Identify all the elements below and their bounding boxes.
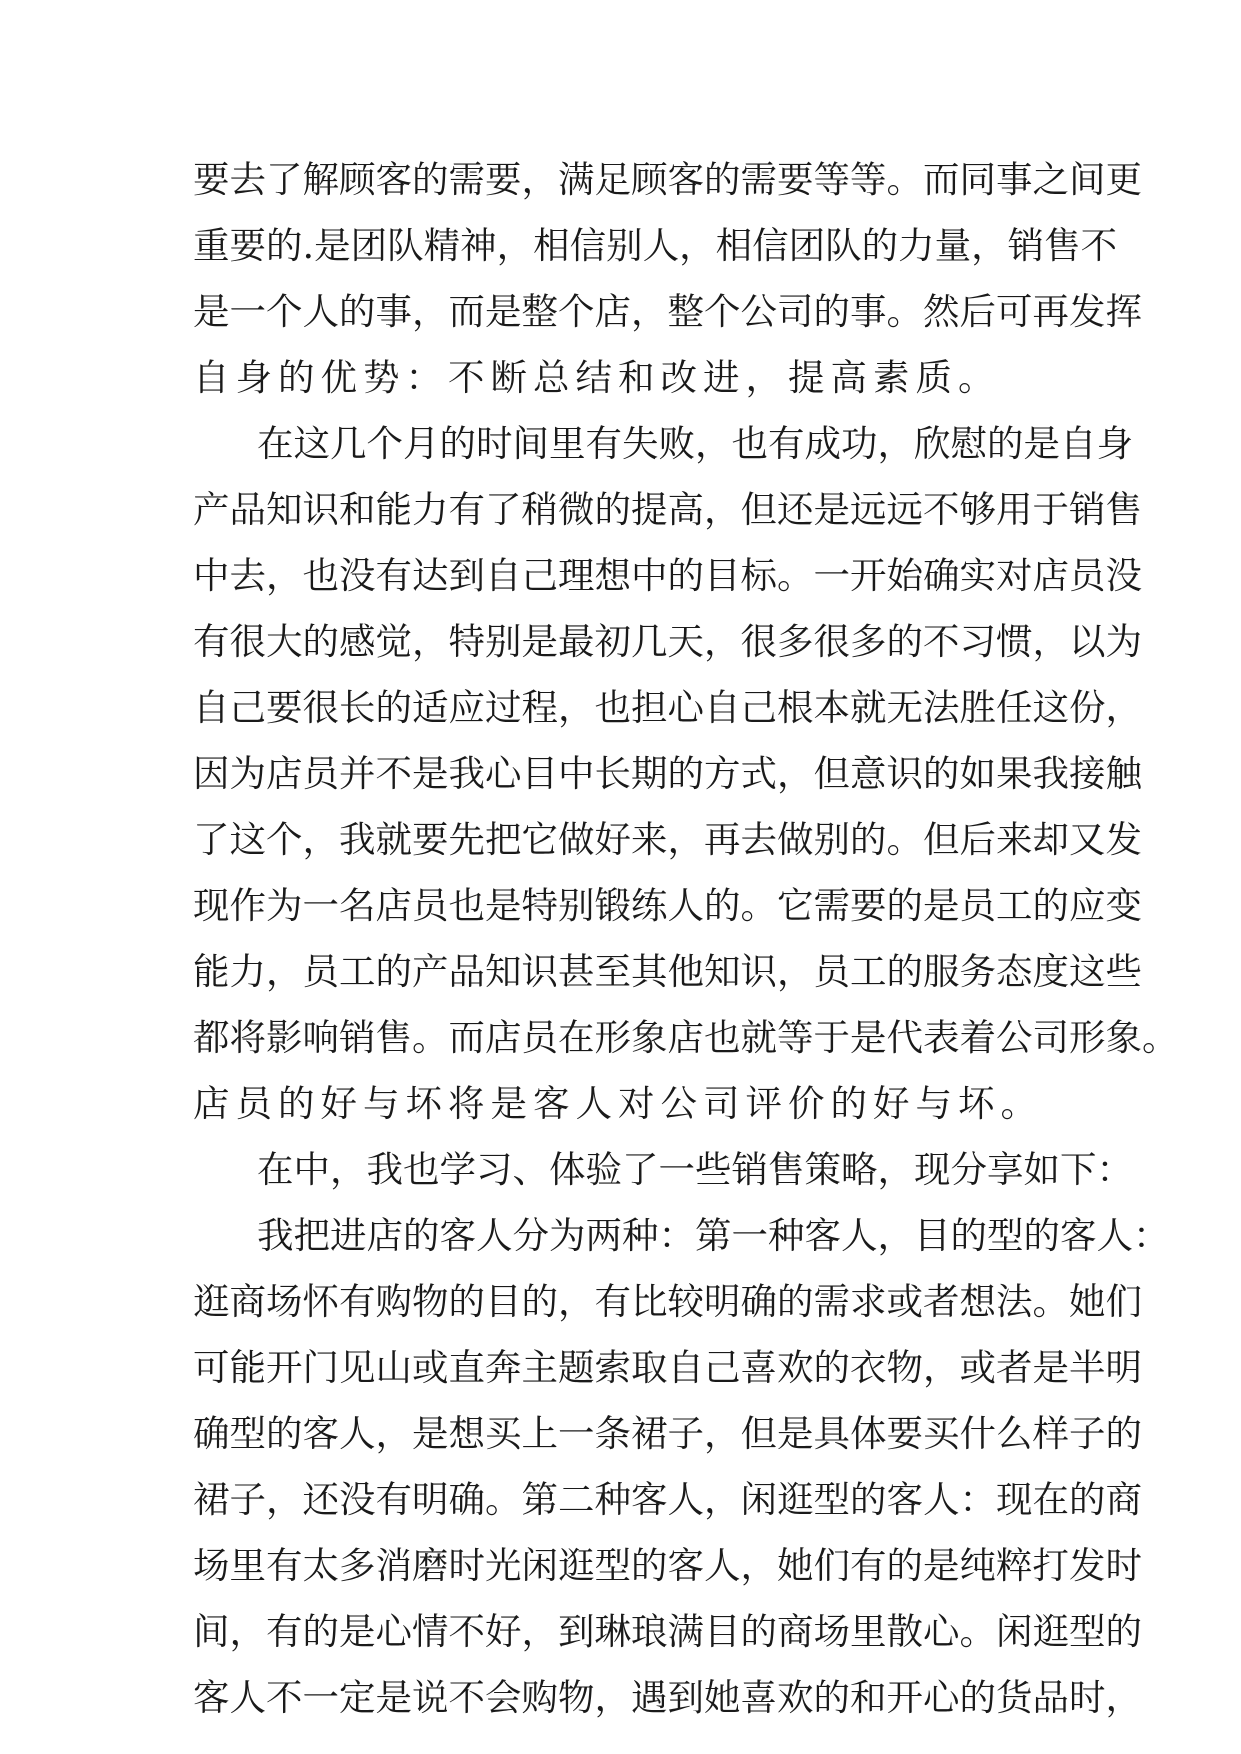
text-line: 能力，员工的产品知识甚至其他知识，员工的服务态度这些 — [193, 950, 1142, 993]
text-line: 是一个人的事，而是整个店，整个公司的事。然后可再发挥 — [193, 290, 1142, 333]
text-line: 产品知识和能力有了稍微的提高，但还是远远不够用于销售 — [193, 488, 1142, 531]
text-line-paragraph-start: 在中，我也学习、体验了一些销售策略，现分享如下： — [257, 1148, 1133, 1191]
text-line: 自己要很长的适应过程，也担心自己根本就无法胜任这份， — [193, 686, 1142, 729]
text-line: 裙子，还没有明确。第二种客人，闲逛型的客人：现在的商 — [193, 1478, 1142, 1521]
text-line-paragraph-start: 在这几个月的时间里有失败，也有成功，欣慰的是自身 — [257, 422, 1133, 465]
text-line: 店员的好与坏将是客人对公司评价的好与坏。 — [193, 1082, 1043, 1125]
text-line: 中去，也没有达到自己理想中的目标。一开始确实对店员没 — [193, 554, 1142, 597]
text-line: 自身的优势：不断总结和改进，提高素质。 — [193, 356, 1001, 399]
text-line: 确型的客人，是想买上一条裙子，但是具体要买什么样子的 — [193, 1412, 1142, 1455]
text-line: 重要的.是团队精神，相信别人，相信团队的力量，销售不 — [193, 224, 1118, 267]
text-line: 要去了解顾客的需要，满足顾客的需要等等。而同事之间更 — [193, 158, 1142, 201]
text-line: 可能开门见山或直奔主题索取自己喜欢的衣物，或者是半明 — [193, 1346, 1142, 1389]
text-line: 间，有的是心情不好，到琳琅满目的商场里散心。闲逛型的 — [193, 1610, 1142, 1653]
text-line: 都将影响销售。而店员在形象店也就等于是代表着公司形象。 — [193, 1016, 1179, 1059]
text-line: 因为店员并不是我心目中长期的方式，但意识的如果我接触 — [193, 752, 1142, 795]
text-line: 有很大的感觉，特别是最初几天，很多很多的不习惯，以为 — [193, 620, 1142, 663]
text-line-paragraph-start: 我把进店的客人分为两种：第一种客人，目的型的客人： — [257, 1214, 1170, 1257]
body-text — [193, 154, 1179, 1738]
text-line: 逛商场怀有购物的目的，有比较明确的需求或者想法。她们 — [193, 1280, 1142, 1323]
text-line: 现作为一名店员也是特别锻练人的。它需要的是员工的应变 — [193, 884, 1142, 927]
text-line: 了这个，我就要先把它做好来，再去做别的。但后来却又发 — [193, 818, 1142, 861]
text-line: 客人不一定是说不会购物，遇到她喜欢的和开心的货品时， — [193, 1676, 1142, 1719]
text-line: 场里有太多消磨时光闲逛型的客人，她们有的是纯粹打发时 — [193, 1544, 1142, 1587]
